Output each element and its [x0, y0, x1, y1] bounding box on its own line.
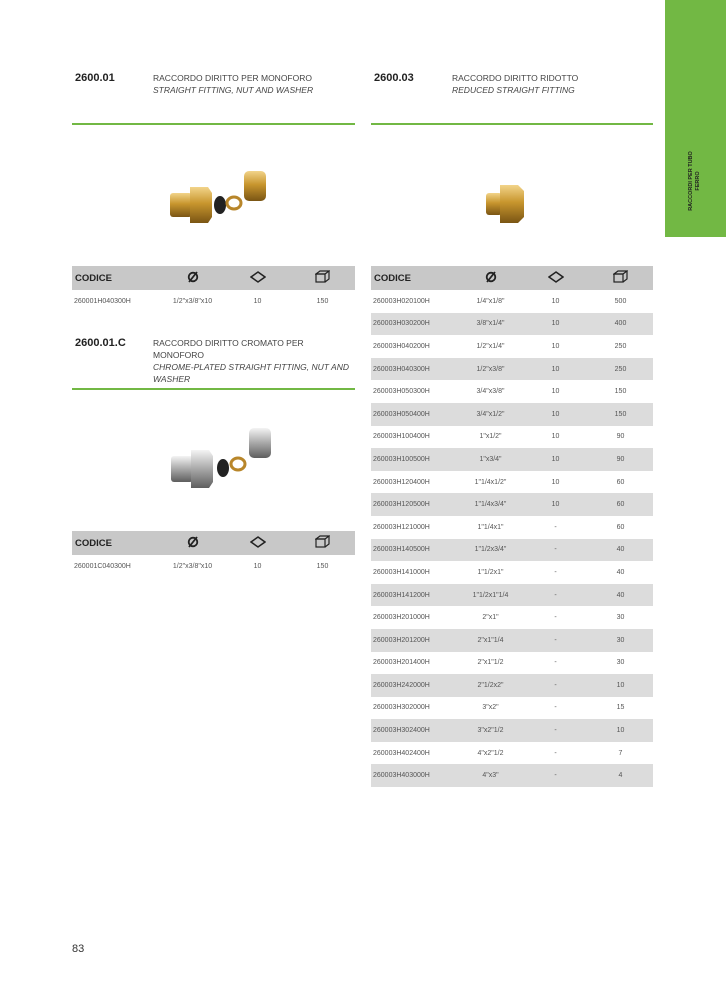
table-row [371, 697, 653, 720]
cell-code: 260003H201200H [371, 629, 458, 652]
divider-line [371, 123, 653, 125]
cell-quantity: 150 [614, 388, 627, 396]
table-row [371, 719, 653, 742]
cell-quantity: 15 [616, 704, 625, 712]
product-description-2600-01: RACCORDO DIRITTO PER MONOFORO STRAIGHT FITTING, NUT AND WASHER [153, 73, 314, 95]
cell-size: 1"x3/4" [458, 448, 523, 471]
cell-wrench: - [554, 614, 557, 622]
product-table-2600-01 [72, 266, 355, 313]
cell-wrench: 10 [551, 297, 560, 305]
cell-quantity: 40 [588, 584, 653, 607]
cell-quantity: 250 [588, 358, 653, 381]
cell-size: 3"x2" [482, 704, 499, 712]
cell-quantity: 7 [618, 749, 623, 757]
cell-quantity: 90 [616, 433, 625, 441]
cell-code: 260003H403000H [371, 764, 458, 787]
brass-fitting-nut-washer-image [160, 155, 290, 235]
cell-wrench: 10 [551, 388, 560, 396]
product-code-2600-01: 2600.01 [75, 72, 115, 84]
cell-size: 3"x2"1/2 [458, 719, 523, 742]
cell-size: 1/2"x3/8"x10 [172, 562, 213, 570]
table-row [371, 290, 653, 313]
cell-wrench: - [523, 719, 588, 742]
cell-wrench: - [523, 539, 588, 562]
cell-size: 3/8"x1/4" [458, 313, 523, 336]
cell-code: 260003H040200H [373, 342, 430, 350]
cell-code: 260003H302400H [371, 719, 458, 742]
table-row [371, 561, 653, 584]
cell-wrench: 10 [523, 358, 588, 381]
cell-size: 1"1/2x3/4" [458, 539, 523, 562]
cell-size: 1"1/4x3/4" [458, 493, 523, 516]
cell-code: 260003H050400H [371, 403, 458, 426]
table-row [371, 335, 653, 358]
table-row [371, 629, 653, 652]
product-table-body [371, 290, 653, 787]
table-row [371, 471, 653, 494]
page-number: 83 [72, 943, 85, 955]
cell-wrench: 10 [551, 478, 560, 486]
cell-size: 1/2"x1/4" [476, 342, 505, 350]
cell-size: 1/2"x3/8"x10 [172, 297, 213, 305]
cell-size: 2"x1"1/2 [477, 659, 504, 667]
diameter-icon [160, 266, 225, 290]
cell-wrench: 10 [523, 493, 588, 516]
cell-code: 260003H040300H [371, 358, 458, 381]
cell-wrench: 10 [253, 562, 262, 570]
table-row [371, 584, 653, 607]
wrench-size-icon [225, 266, 290, 290]
cell-size: 2"x1"1/4 [458, 629, 523, 652]
cell-wrench: 10 [523, 313, 588, 336]
cell-code: 260003H020100H [373, 297, 430, 305]
table-row [371, 448, 653, 471]
cell-wrench: 10 [253, 297, 262, 305]
cell-size: 3/4"x1/2" [458, 403, 523, 426]
cell-size: 2"x1" [482, 614, 499, 622]
column-header-code: CODICE [72, 266, 160, 290]
cell-size: 1"x1/2" [479, 433, 502, 441]
cell-quantity: 30 [588, 629, 653, 652]
cell-wrench: - [554, 704, 557, 712]
cell-code: 260003H120400H [373, 478, 430, 486]
divider-line [72, 123, 355, 125]
cell-size: 4"x2"1/2 [477, 749, 504, 757]
cell-size: 1"1/4x1" [477, 523, 504, 531]
table-row [72, 290, 355, 313]
product-table-2600-03 [371, 266, 653, 787]
cell-size: 2"1/2x2" [458, 674, 523, 697]
table-row [72, 555, 355, 578]
cell-quantity: 40 [616, 568, 625, 576]
table-row [371, 539, 653, 562]
product-code-2600-01-c: 2600.01.C [75, 337, 126, 349]
cell-quantity: 60 [588, 493, 653, 516]
cell-size: 1"1/2x1"1/4 [458, 584, 523, 607]
table-row [371, 516, 653, 539]
cell-quantity: 30 [616, 614, 625, 622]
box-quantity-icon [588, 266, 653, 290]
cell-quantity: 150 [588, 403, 653, 426]
cell-size: 3/4"x3/8" [476, 388, 505, 396]
box-quantity-icon [290, 531, 355, 555]
wrench-size-icon [225, 531, 290, 555]
cell-quantity: 30 [616, 659, 625, 667]
cell-wrench: - [554, 749, 557, 757]
cell-wrench: - [523, 764, 588, 787]
cell-wrench: - [523, 584, 588, 607]
table-row [371, 313, 653, 336]
cell-size: 4"x3" [458, 764, 523, 787]
table-row [371, 426, 653, 449]
cell-code: 260003H050300H [373, 388, 430, 396]
cell-quantity: 10 [588, 719, 653, 742]
cell-code: 260003H121000H [373, 523, 430, 531]
cell-quantity: 150 [316, 297, 329, 305]
cell-code: 260003H242000H [371, 674, 458, 697]
cell-code: 260003H141000H [373, 568, 430, 576]
table-row [371, 358, 653, 381]
cell-quantity: 90 [588, 448, 653, 471]
cell-quantity: 4 [588, 764, 653, 787]
table-row [371, 606, 653, 629]
cell-code: 260003H100400H [373, 433, 430, 441]
cell-wrench: 10 [551, 342, 560, 350]
cell-size: 1"1/4x1/2" [474, 478, 507, 486]
cell-code: 260003H030200H [371, 313, 458, 336]
cell-code: 260003H201400H [373, 659, 430, 667]
cell-quantity: 150 [316, 562, 329, 570]
table-row [371, 652, 653, 675]
cell-size: 1/2"x3/8" [458, 358, 523, 381]
table-row [371, 493, 653, 516]
cell-wrench: 10 [523, 448, 588, 471]
table-row [371, 764, 653, 787]
product-description-2600-03: RACCORDO DIRITTO RIDOTTO REDUCED STRAIGHT FITTING [452, 73, 579, 95]
chrome-fitting-nut-washer-image [165, 420, 295, 500]
cell-wrench: - [554, 523, 557, 531]
table-row [371, 674, 653, 697]
cell-code: 260001H040300H [74, 297, 131, 305]
cell-code: 260001C040300H [74, 562, 131, 570]
cell-quantity: 400 [588, 313, 653, 336]
cell-quantity: 60 [616, 523, 625, 531]
reduced-brass-fitting-image [478, 175, 538, 230]
column-header-code: CODICE [371, 266, 458, 290]
cell-wrench: 10 [523, 403, 588, 426]
side-tab-label: RACCORDI PER TUBO FERRO [688, 151, 701, 211]
cell-quantity: 40 [588, 539, 653, 562]
cell-code: 260003H140500H [371, 539, 458, 562]
cell-code: 260003H402400H [373, 749, 430, 757]
cell-quantity: 250 [614, 342, 627, 350]
diameter-icon [160, 531, 225, 555]
table-row [371, 380, 653, 403]
product-description-2600-01-c: RACCORDO DIRITTO CROMATO PER MONOFORO CHROME-PLATED STRAIGHT FITTING, NUT AND WASHER [153, 338, 349, 384]
cell-quantity: 10 [588, 674, 653, 697]
cell-wrench: - [523, 674, 588, 697]
diameter-icon [458, 266, 523, 290]
cell-size: 1"1/2x1" [477, 568, 504, 576]
cell-code: 260003H302000H [373, 704, 430, 712]
box-quantity-icon [290, 266, 355, 290]
cell-wrench: - [554, 568, 557, 576]
table-row [371, 742, 653, 765]
cell-size: 1/4"x1/8" [476, 297, 505, 305]
cell-wrench: - [523, 629, 588, 652]
cell-wrench: - [554, 659, 557, 667]
divider-line [72, 388, 355, 390]
wrench-size-icon [523, 266, 588, 290]
cell-code: 260003H201000H [373, 614, 430, 622]
table-row [371, 403, 653, 426]
cell-quantity: 60 [616, 478, 625, 486]
cell-wrench: 10 [551, 433, 560, 441]
cell-quantity: 500 [614, 297, 627, 305]
cell-code: 260003H120500H [371, 493, 458, 516]
product-table-2600-01-c [72, 531, 355, 578]
cell-code: 260003H100500H [371, 448, 458, 471]
column-header-code: CODICE [72, 531, 160, 555]
product-code-2600-03: 2600.03 [374, 72, 414, 84]
cell-code: 260003H141200H [371, 584, 458, 607]
